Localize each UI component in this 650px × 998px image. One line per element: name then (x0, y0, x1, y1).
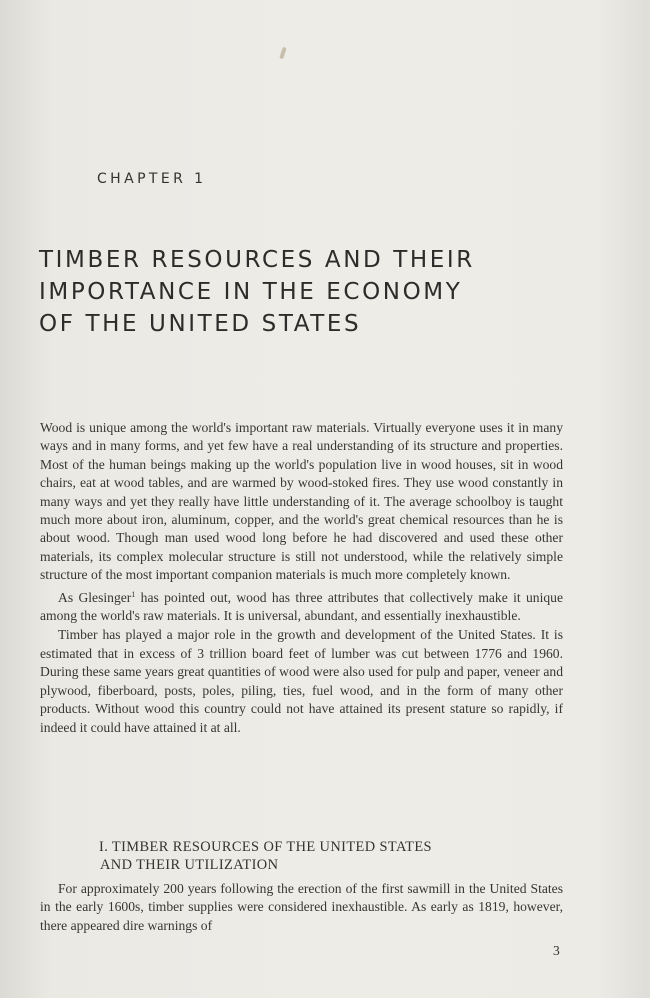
section-heading (99, 838, 432, 874)
chapter-title-line: OF THE UNITED STATES (39, 311, 362, 337)
section-heading-line: I. TIMBER RESOURCES OF THE UNITED STATES (99, 839, 432, 855)
paragraph-attributes (40, 586, 563, 626)
chapter-label: CHAPTER 1 (97, 171, 207, 187)
chapter-title (39, 244, 619, 340)
ink-mark (279, 47, 287, 60)
footnote-marker: 1 (131, 589, 136, 599)
section-heading-line: AND THEIR UTILIZATION (100, 857, 279, 873)
paragraph-attributes-start: As Glesinger (58, 589, 132, 605)
paragraph-timber-role: Timber has played a major role in the growth and development of the United States. It is estimated that in excess of 3 trillion board feet of lumber was cut between 1776 and 1960. During these same years great quantities of wood were also used for pulp and paper, veneer and plywood, fiberboard, posts, poles, piling, ties, fuel wood, and in the form of many other products. Without wood this country could not have attained its present stature so rapidly, if indeed it could have attained it at all. (40, 627, 563, 735)
page-number: 3 (553, 943, 560, 958)
paragraph-intro: Wood is unique among the world's important raw materials. Virtually everyone uses it in many ways and in many forms, and yet few have a real understanding of its structure and properties. Most of the human beings making up the world's population live in wood houses, sit in wood chairs, eat at wood tables, and are warmed by wood-stoked fires. They use wood constantly in many ways and yet they really have little understanding of it. The average schoolboy is taught much more about iron, aluminum, copper, and the world's great chemical resources than he is about wood. Though man used wood long before he had discovered and used these other materials, its complex molecular structure is still not understood, while the relatively simple structure of the most important companion materials is much more completely known. (40, 420, 563, 583)
paragraph-attributes-end: has pointed out, wood has three attributes that collectively make it unique among the world's raw materials. It is universal, abundant, and essentially inexhaustible. (40, 589, 564, 624)
body-text (40, 419, 563, 737)
chapter-title-line: IMPORTANCE IN THE ECONOMY (39, 279, 463, 305)
chapter-title-line: TIMBER RESOURCES AND THEIR (39, 247, 475, 273)
paragraph-section: For approximately 200 years following the erection of the first sawmill in the United States in the early 1600s, timber supplies were considered inexhaustible. As early as 1819, however, there appeared dire warnings of (40, 881, 563, 933)
section-body (40, 880, 563, 935)
